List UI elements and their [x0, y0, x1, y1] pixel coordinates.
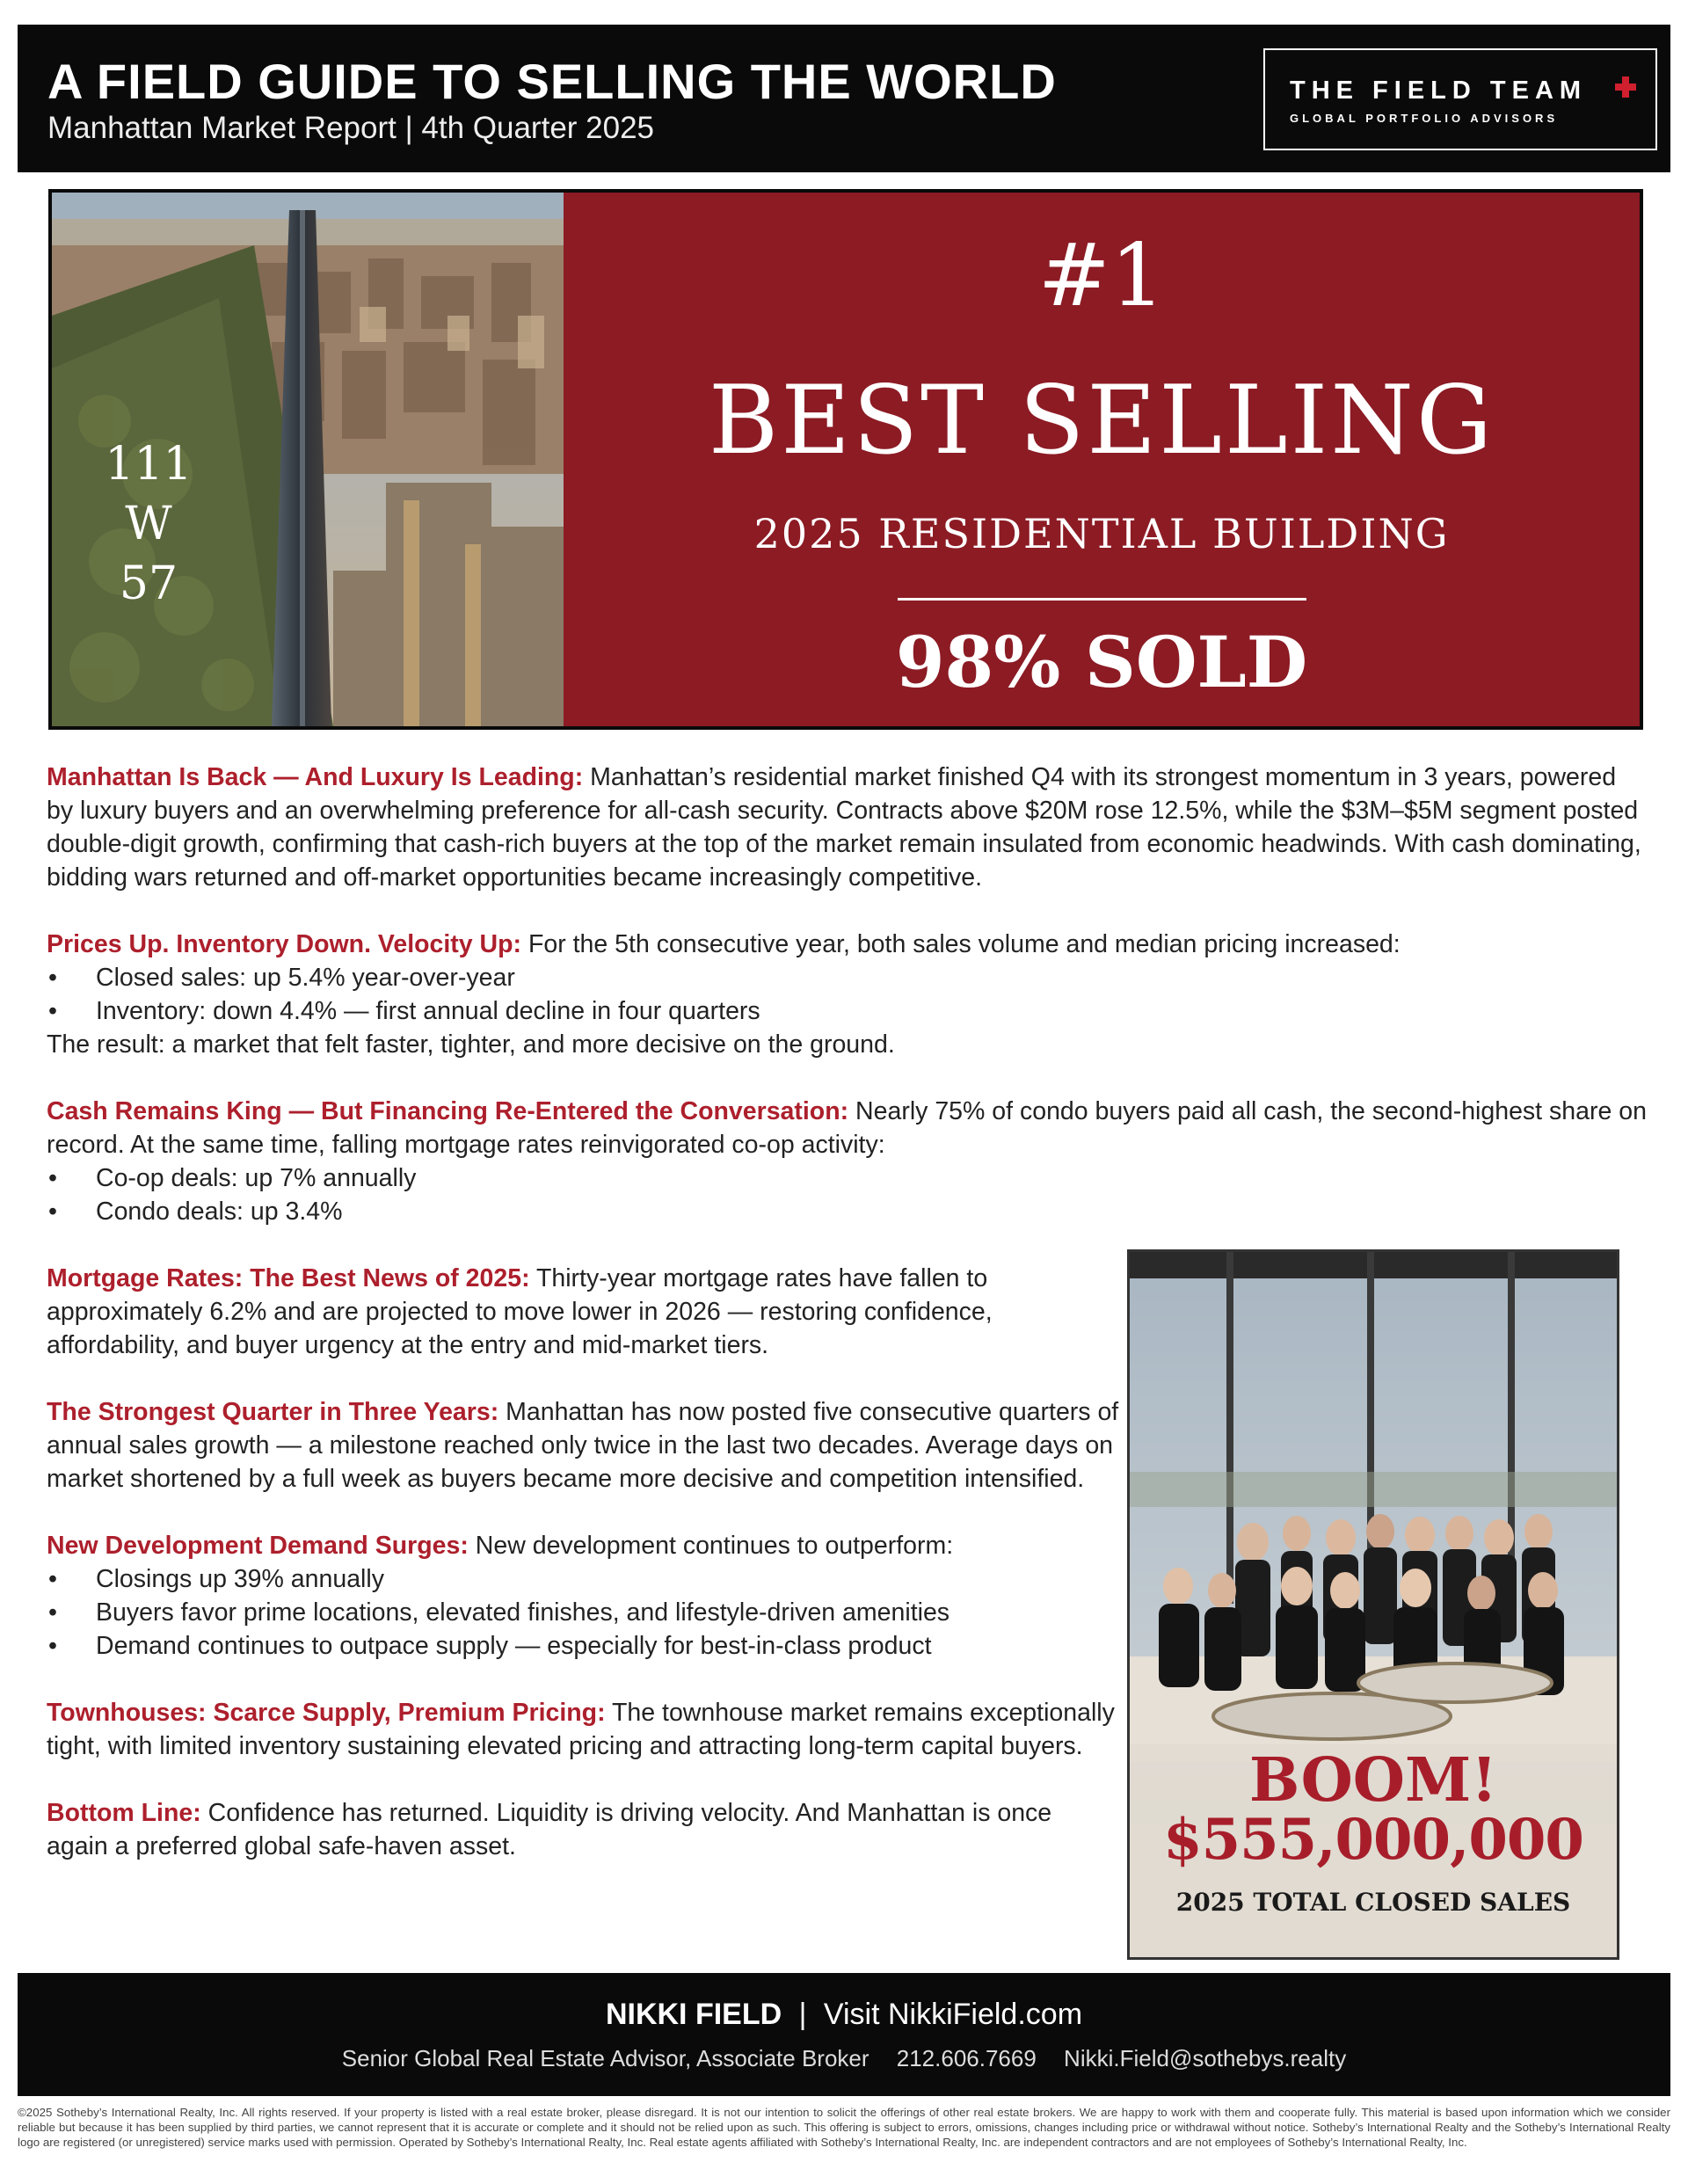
list-item: • Demand continues to outpace supply — especially for best-in-class product [48, 1632, 932, 1660]
field-team-logo [1263, 48, 1657, 150]
section-text: Thirty-year mortgage rates have fallen to approximately 6.2% and are projected to move lower in 2026 — restoring confidence, affordability, and buyer urgency at the entry and mid-market tiers. [47, 1264, 993, 1359]
hero-banner [48, 189, 1643, 730]
total-sales-caption: 2025 TOTAL CLOSED SALES [1175, 1888, 1571, 1917]
address-number: 111 [105, 438, 193, 491]
footer-secondary [18, 2045, 1670, 2072]
section-text: For the 5th consecutive year, both sales volume and median pricing increased: [521, 930, 1401, 958]
agent-role: Senior Global Real Estate Advisor, Associate Broker [341, 2045, 869, 2071]
bullet-list [47, 1562, 1119, 1663]
section-new-development [47, 1529, 1119, 1663]
hero-divider [898, 598, 1306, 601]
list-item: • Closings up 39% annually [48, 1565, 384, 1593]
total-sales-amount: $555,000,000 [1163, 1807, 1583, 1873]
section-heading: Prices Up. Inventory Down. Velocity Up: [47, 930, 522, 958]
section-conclusion: The result: a market that felt faster, tighter, and more decisive on the ground. [47, 1030, 895, 1059]
website-link[interactable]: Visit NikkiField.com [823, 1998, 1083, 2031]
section-text: Manhattan’s residential market finished Q4 with its strongest momentum in 3 years, powered by luxury buyers and an overwhelming preference for all-cash security. Contracts above $20M rose 12.5%, while the $3M–$5M segment posted double-digit growth, confirming that cash-rich buyers at the top of the market remain insulated from economic headwinds. With cash dominating, bidding wars returned and off-market opportunities became increasingly competitive. [47, 763, 1641, 892]
hero-text-panel [564, 193, 1640, 726]
section-heading: New Development Demand Surges: [47, 1532, 469, 1560]
section-prices [47, 928, 1647, 1061]
section-mortgage [47, 1262, 1119, 1362]
phone-link[interactable]: 212.606.7669 [896, 2045, 1037, 2071]
list-item: • Closed sales: up 5.4% year-over-year [48, 964, 515, 992]
report-subtitle: Manhattan Market Report | 4th Quarter 2025 [47, 111, 655, 145]
hero-headline: BEST SELLING [708, 366, 1495, 476]
section-heading: Cash Remains King — But Financing Re-Entered the Conversation: [47, 1097, 849, 1125]
list-item: • Co-op deals: up 7% annually [48, 1164, 417, 1192]
team-photo-card [1127, 1249, 1619, 1960]
red-cross-icon [1615, 76, 1636, 98]
footer-separator: | [798, 1998, 807, 2031]
section-heading: Mortgage Rates: The Best News of 2025: [47, 1264, 530, 1292]
boom-headline: BOOM! [1248, 1745, 1498, 1816]
bullet-list [47, 961, 1647, 1028]
email-link[interactable]: Nikki.Field@sothebys.realty [1064, 2045, 1347, 2071]
section-cash [47, 1095, 1647, 1228]
section-text: Nearly 75% of condo buyers paid all cash, the second-highest share on record. At the same time, falling mortgage rates reinvigorated co-op activity: [47, 1097, 1647, 1159]
logo-name: THE FIELD TEAM [1290, 76, 1588, 105]
page-title: A FIELD GUIDE TO SELLING THE WORLD [47, 54, 1057, 109]
section-bottom-line [47, 1796, 1119, 1863]
footer-primary [18, 1998, 1670, 2032]
rank-label: #1 [1037, 226, 1166, 326]
section-heading: The Strongest Quarter in Three Years: [47, 1398, 499, 1426]
section-text: Manhattan has now posted five consecutive quarters of annual sales growth — a milestone reached only twice in the last two decades. Average days on market shortened by a full week as buyers became more decisive and competition intensified. [47, 1398, 1119, 1493]
section-strongest-quarter [47, 1395, 1119, 1496]
section-heading: Manhattan Is Back — And Luxury Is Leading: [47, 763, 584, 791]
list-item: • Buyers favor prime locations, elevated finishes, and lifestyle-driven amenities [48, 1598, 950, 1627]
section-text: Confidence has returned. Liquidity is driving velocity. And Manhattan is once again a preferred global safe-haven asset. [47, 1799, 1052, 1860]
section-luxury [47, 761, 1647, 894]
building-address [87, 434, 210, 614]
bullet-list [47, 1161, 1647, 1228]
agent-name: NIKKI FIELD [605, 1998, 782, 2031]
address-street-letter: W [125, 498, 172, 550]
list-item: • Inventory: down 4.4% — first annual decline in four quarters [48, 997, 760, 1025]
header-banner [18, 25, 1670, 172]
section-heading: Bottom Line: [47, 1799, 201, 1827]
sold-percentage: 98% SOLD [895, 621, 1308, 703]
section-text: The townhouse market remains exceptionally tight, with limited inventory sustaining elevated pricing and attracting long-term capital buyers. [47, 1699, 1115, 1760]
section-text: New development continues to outperform: [468, 1532, 954, 1560]
list-item: • Condo deals: up 3.4% [48, 1198, 343, 1226]
section-heading: Townhouses: Scarce Supply, Premium Pricing: [47, 1699, 606, 1727]
address-street-number: 57 [119, 557, 178, 610]
hero-subhead: 2025 RESIDENTIAL BUILDING [753, 510, 1450, 557]
logo-tagline: GLOBAL PORTFOLIO ADVISORS [1290, 112, 1559, 125]
section-townhouses [47, 1696, 1119, 1763]
legal-disclaimer: ©2025 Sotheby’s International Realty, Inc. All rights reserved. If your property is listed with a real estate broker, please disregard. It is not our intention to solicit the offerings of other real estate brokers. We are happy to work with them and cooperate fully. This material is based upon information which we consider reliable but because it has been supplied by third parties, we cannot represent that it is accurate or complete and it should not be relied upon as such. This offering is subject to errors, omissions, changes including price or withdrawal without notice. Sotheby’s International Realty and the Sotheby’s International Realty logo are registered (or unregistered) service marks used with permission. Operated by Sotheby’s International Realty, Inc. Real estate agents affiliated with Sotheby’s International Realty, Inc. are independent contractors and are not employees of Sotheby’s International Realty, Inc. [18, 2106, 1670, 2149]
contact-footer [18, 1973, 1670, 2096]
